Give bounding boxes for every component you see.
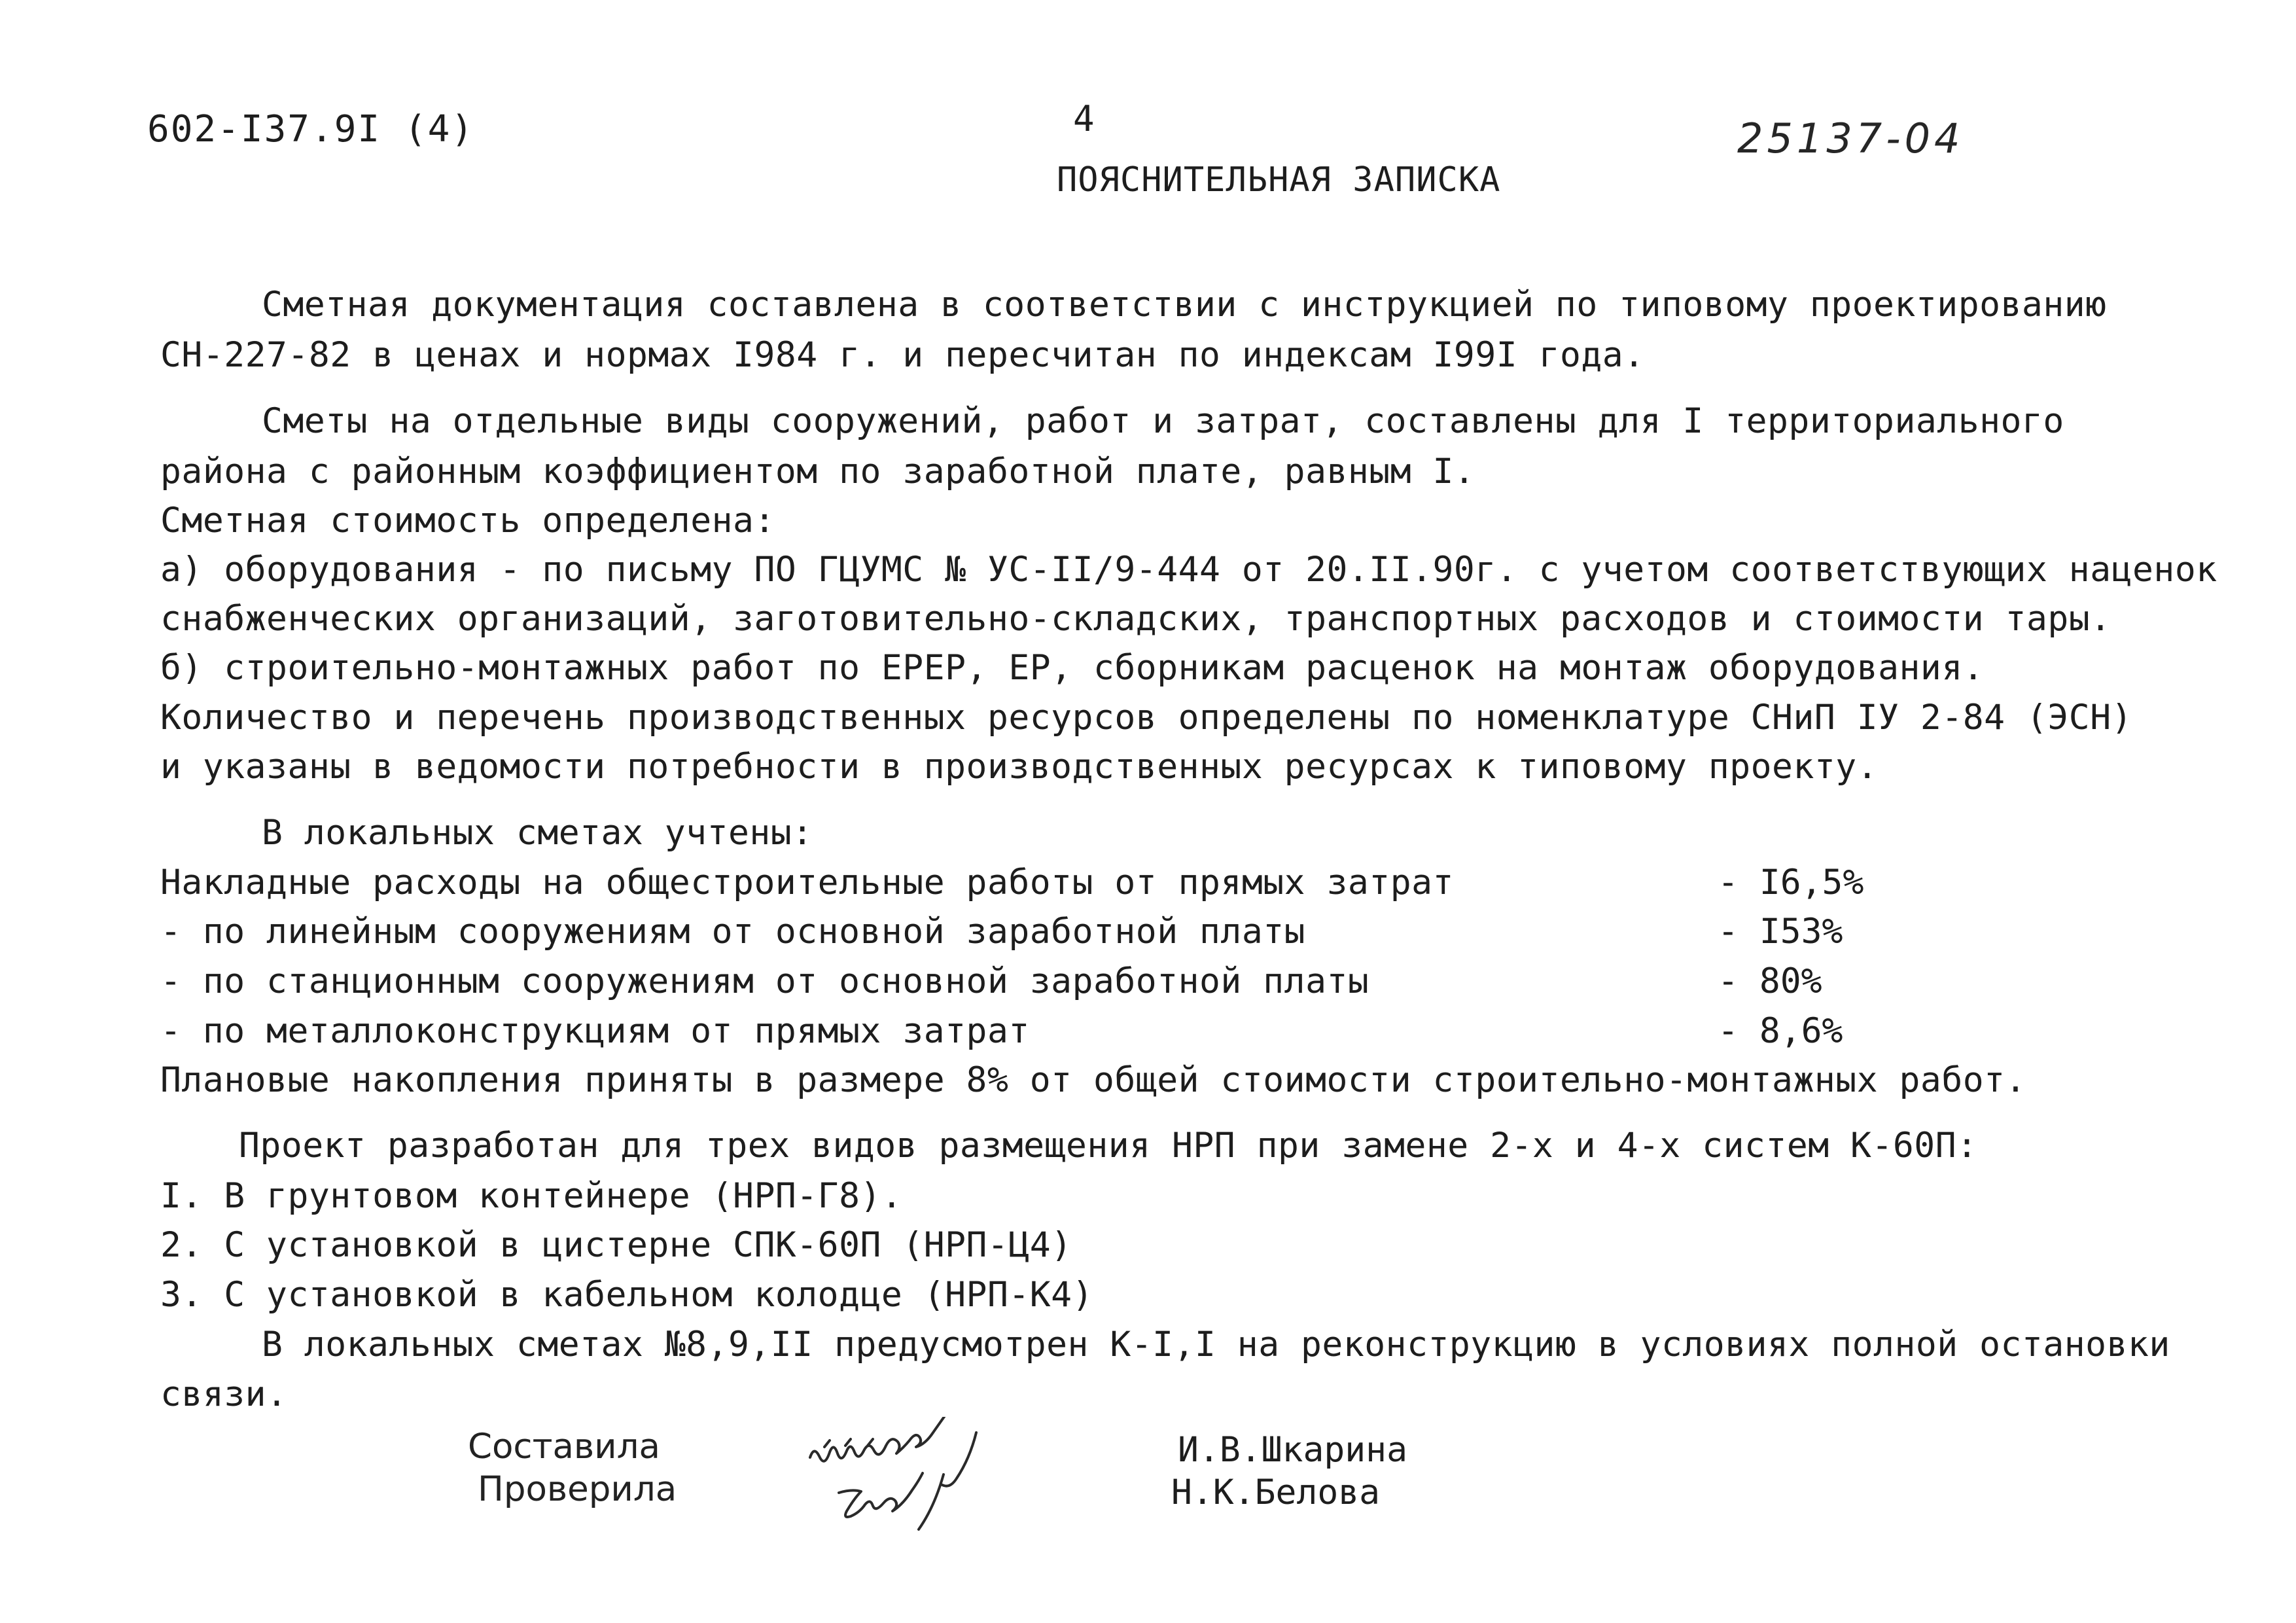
placement-list-item: I. В грунтовом контейнере (НРП-Г8).	[160, 1176, 903, 1216]
paragraph-4-intro: Проект разработан для трех видов размещения НРП при замене 2-х и 4-х систем К-60П:	[239, 1126, 1978, 1166]
paragraph-1-line-2: СН-227-82 в ценах и нормах I984 г. и пересчитан по индексам I99I года.	[160, 335, 1645, 375]
placement-list-item: 3. С установкой в кабельном колодце (НРП-К4)	[160, 1275, 1093, 1315]
paragraph-1-line-1: Сметная документация составлена в соответствии с инструкцией по типовому проектированию	[262, 285, 2107, 325]
placement-list-item: 2. С установкой в цистерне СПК-60П (НРП-Ц4)	[160, 1225, 1072, 1265]
overhead-row-label: - по линейным сооружениям от основной заработной платы	[160, 912, 1306, 952]
paragraph-2-line-6: б) строительно-монтажных работ по ЕРЕР, ЕР, сборникам расценок на монтаж оборудования.	[160, 648, 1985, 688]
overhead-row-value: - I53%	[1718, 912, 1843, 952]
paragraph-5-line-1: В локальных сметах №8,9,II предусмотрен К-I,I на реконструкцию в условиях полной остановки	[262, 1325, 2170, 1364]
compiled-by-label: Составила	[468, 1427, 660, 1467]
paragraph-2-line-4: а) оборудования - по письму ПО ГЦУМС № УС-II/9-444 от 20.II.90г. с учетом соответствующих наценок	[160, 550, 2217, 590]
planned-savings-line: Плановые накопления приняты в размере 8% от общей стоимости строительно-монтажных работ.	[160, 1060, 2026, 1100]
overhead-row-value: - I6,5%	[1718, 863, 1864, 902]
checked-by-label: Проверила	[478, 1469, 677, 1509]
overhead-row-label: Накладные расходы на общестроительные работы от прямых затрат	[160, 863, 1454, 902]
checked-by-name: Н.К.Белова	[1171, 1472, 1381, 1512]
paragraph-2-line-3: Сметная стоимость определена:	[160, 501, 775, 541]
overhead-row-label: - по станционным сооружениям от основной заработной платы	[160, 961, 1369, 1001]
paragraph-2-line-1: Сметы на отдельные виды сооружений, работ и затрат, составлены для I территориального	[262, 401, 2064, 441]
page-title: ПОЯСНИТЕЛЬНАЯ ЗАПИСКА	[1057, 160, 1501, 200]
paragraph-3-intro: В локальных сметах учтены:	[262, 813, 813, 853]
overhead-row-value: - 8,6%	[1718, 1011, 1843, 1051]
document-code: 602-I37.9I (4)	[147, 108, 475, 151]
overhead-row-label: - по металлоконструкциям от прямых затрат	[160, 1011, 1030, 1051]
handwritten-signature	[805, 1417, 1040, 1548]
paragraph-5-line-2: связи.	[160, 1374, 288, 1414]
page-number: 4	[1073, 98, 1095, 139]
registration-number: 25137-04	[1737, 115, 1964, 162]
paragraph-2-line-2: района с районным коэффициентом по заработной плате, равным I.	[160, 452, 1475, 491]
paragraph-2-line-5: снабженческих организаций, заготовительно-складских, транспортных расходов и стоимости тары.	[160, 599, 2111, 639]
paragraph-2-line-7: Количество и перечень производственных ресурсов определены по номенклатуре СНиП IУ 2-84 (ЭСН)	[160, 698, 2133, 738]
paragraph-2-line-8: и указаны в ведомости потребности в производственных ресурсах к типовому проекту.	[160, 747, 1879, 787]
overhead-row-value: - 80%	[1718, 961, 1822, 1001]
compiled-by-name: И.В.Шкарина	[1178, 1430, 1407, 1470]
